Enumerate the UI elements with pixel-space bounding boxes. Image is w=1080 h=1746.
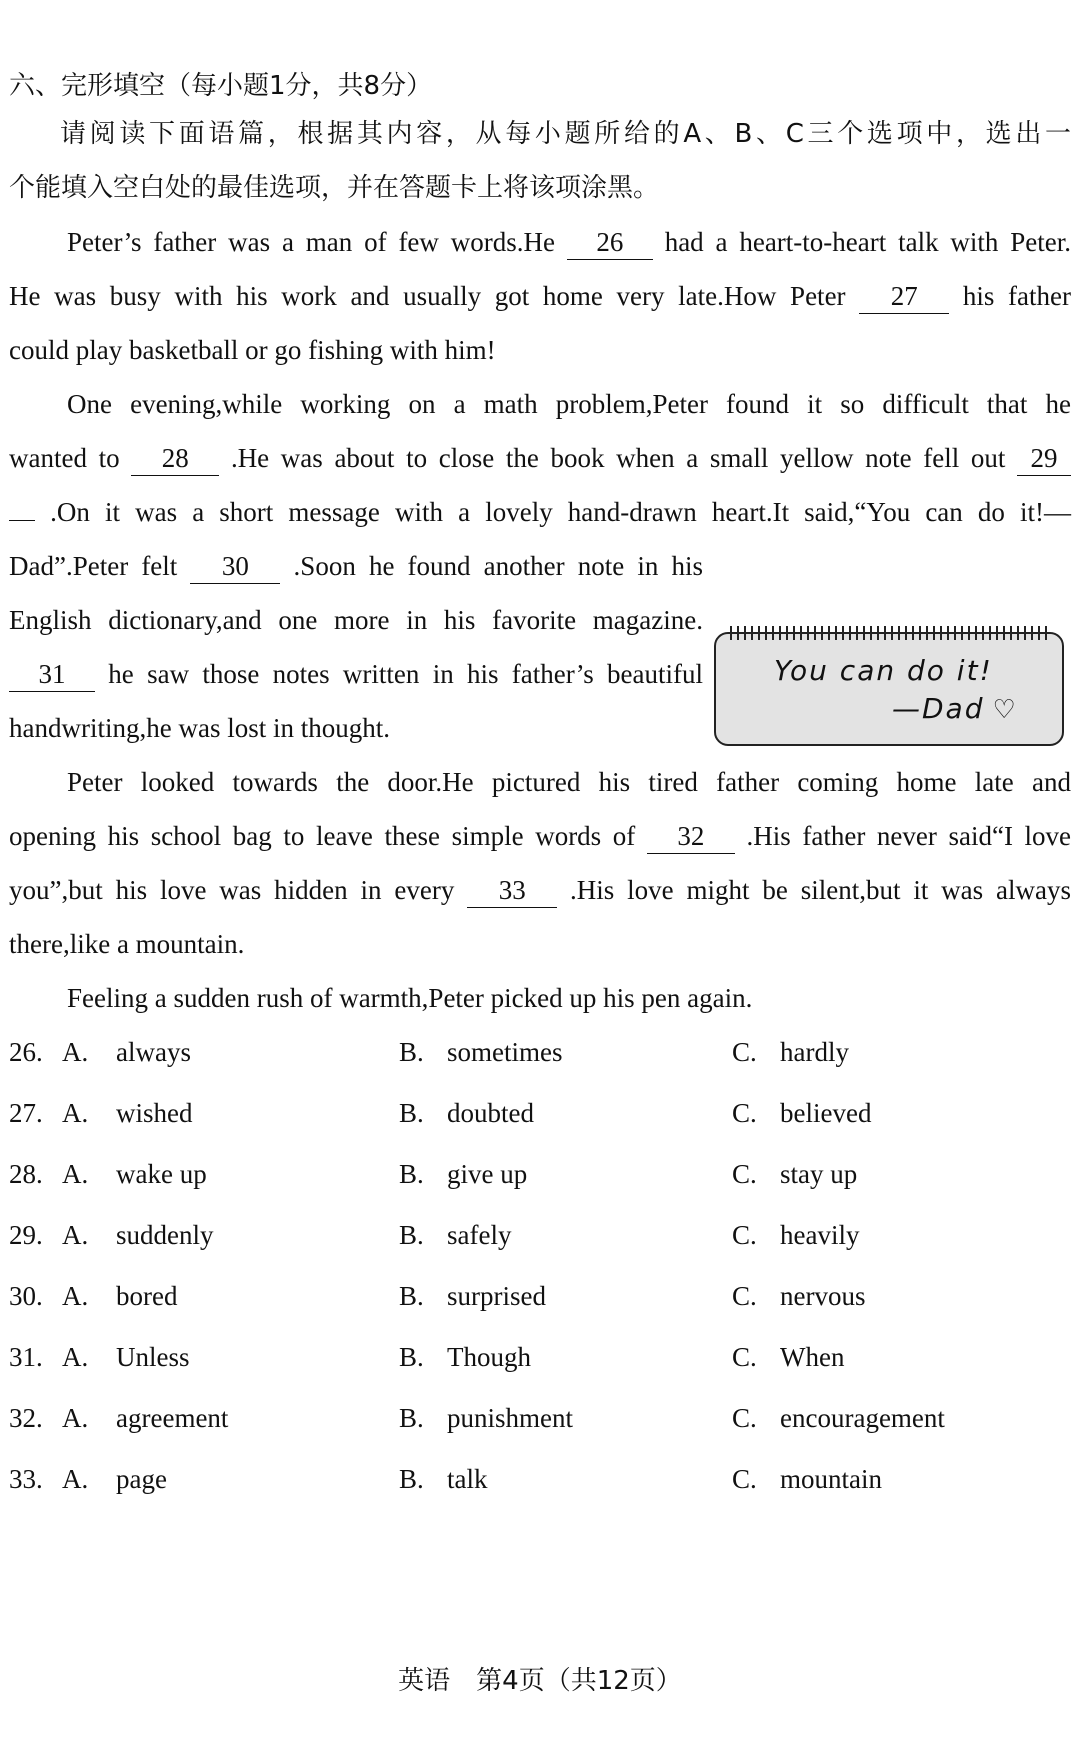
passage-line-7: Dad”.Peter felt 30 .Soon he found another note in his: [9, 546, 703, 586]
option-c-letter: C.: [732, 1281, 757, 1311]
option-a[interactable]: Unless: [116, 1342, 190, 1372]
option-c[interactable]: hardly: [780, 1037, 849, 1067]
question-number: 29.: [9, 1220, 43, 1250]
option-a-letter: A.: [62, 1403, 89, 1433]
notepad-spiral: [730, 626, 1048, 640]
blank-28[interactable]: 28: [131, 441, 219, 476]
option-a-letter: A.: [62, 1037, 89, 1067]
option-b[interactable]: Though: [447, 1342, 531, 1372]
option-c[interactable]: heavily: [780, 1220, 860, 1250]
question-number: 30.: [9, 1281, 43, 1311]
option-b-letter: B.: [399, 1403, 424, 1433]
instruction-line-2: 个能填入空白处的最佳选项，并在答题卡上将该项涂黑。: [9, 173, 660, 203]
option-a-letter: A.: [62, 1220, 89, 1250]
option-c-letter: C.: [732, 1098, 757, 1128]
question-27-options: [9, 1093, 1071, 1133]
blank-30[interactable]: 30: [190, 549, 280, 584]
note-signature: —Dad ♡: [892, 692, 1018, 725]
option-a[interactable]: suddenly: [116, 1220, 214, 1250]
question-28-options: [9, 1154, 1071, 1194]
passage-line-11: Peter looked towards the door.He pictured his tired father coming home late and: [67, 767, 1071, 797]
question-30-options: [9, 1276, 1071, 1316]
option-c[interactable]: When: [780, 1342, 845, 1372]
instruction-line-1: 请阅读下面语篇，根据其内容，从每小题所给的A、B、C三个选项中，选出一: [60, 119, 1071, 149]
question-number: 33.: [9, 1464, 43, 1494]
question-number: 28.: [9, 1159, 43, 1189]
blank-32[interactable]: 32: [647, 819, 735, 854]
blank-29-end[interactable]: [9, 520, 35, 521]
option-c[interactable]: mountain: [780, 1464, 882, 1494]
option-b-letter: B.: [399, 1159, 424, 1189]
passage-line-15: Feeling a sudden rush of warmth,Peter picked up his pen again.: [67, 983, 753, 1013]
question-31-options: [9, 1337, 1071, 1377]
option-c-letter: C.: [732, 1403, 757, 1433]
option-a[interactable]: always: [116, 1037, 191, 1067]
option-c-letter: C.: [732, 1037, 757, 1067]
passage-line-14: there,like a mountain.: [9, 929, 245, 959]
question-26-options: [9, 1032, 1071, 1072]
option-b-letter: B.: [399, 1098, 424, 1128]
option-a-letter: A.: [62, 1159, 89, 1189]
blank-27[interactable]: 27: [859, 279, 949, 314]
option-b-letter: B.: [399, 1220, 424, 1250]
option-a-letter: A.: [62, 1281, 89, 1311]
option-b-letter: B.: [399, 1464, 424, 1494]
passage-line-9: 31 he saw those notes written in his father’s beautiful: [9, 654, 703, 694]
passage-line-2: He was busy with his work and usually got home very late.How Peter 27 his father: [9, 276, 1071, 316]
page-footer: 英语 第4页（共12页）: [398, 1666, 682, 1696]
heart-icon: ♡: [992, 695, 1018, 725]
option-a[interactable]: page: [116, 1464, 167, 1494]
option-b[interactable]: give up: [447, 1159, 528, 1189]
note-message: You can do it!: [774, 654, 993, 687]
question-number: 32.: [9, 1403, 43, 1433]
option-c[interactable]: stay up: [780, 1159, 858, 1189]
option-c[interactable]: believed: [780, 1098, 872, 1128]
passage-line-6: .On it was a short message with a lovely hand-drawn heart.It said,“You can do it!—: [9, 492, 1071, 532]
option-a[interactable]: agreement: [116, 1403, 229, 1433]
option-b[interactable]: doubted: [447, 1098, 534, 1128]
blank-29-start[interactable]: 29: [1017, 441, 1071, 476]
option-b[interactable]: sometimes: [447, 1037, 563, 1067]
blank-26[interactable]: 26: [567, 225, 653, 260]
question-number: 31.: [9, 1342, 43, 1372]
passage-line-10: handwriting,he was lost in thought.: [9, 713, 390, 743]
question-32-options: [9, 1398, 1071, 1438]
option-c-letter: C.: [732, 1159, 757, 1189]
question-33-options: [9, 1459, 1071, 1499]
option-c[interactable]: encouragement: [780, 1403, 945, 1433]
passage-line-5: wanted to 28 .He was about to close the book when a small yellow note fell out 29: [9, 438, 1071, 478]
passage-line-4: One evening,while working on a math problem,Peter found it so difficult that he: [67, 389, 1071, 419]
passage-line-8: English dictionary,and one more in his favorite magazine.: [9, 605, 703, 635]
option-c[interactable]: nervous: [780, 1281, 866, 1311]
option-a-letter: A.: [62, 1464, 89, 1494]
question-number: 27.: [9, 1098, 43, 1128]
option-b-letter: B.: [399, 1342, 424, 1372]
option-b-letter: B.: [399, 1037, 424, 1067]
option-a-letter: A.: [62, 1098, 89, 1128]
option-b[interactable]: safely: [447, 1220, 512, 1250]
passage-line-3: could play basketball or go fishing with him!: [9, 335, 496, 365]
option-b-letter: B.: [399, 1281, 424, 1311]
option-b[interactable]: talk: [447, 1464, 488, 1494]
passage-line-12: opening his school bag to leave these simple words of 32 .His father never said“I love: [9, 816, 1071, 856]
option-a[interactable]: wake up: [116, 1159, 207, 1189]
question-number: 26.: [9, 1037, 43, 1067]
handwritten-note-image: [714, 632, 1064, 746]
option-c-letter: C.: [732, 1464, 757, 1494]
passage-line-1: Peter’s father was a man of few words.He 26 had a heart-to-heart talk with Peter.: [9, 222, 1071, 262]
option-a[interactable]: bored: [116, 1281, 178, 1311]
blank-33[interactable]: 33: [467, 873, 557, 908]
question-29-options: [9, 1215, 1071, 1255]
option-a-letter: A.: [62, 1342, 89, 1372]
option-c-letter: C.: [732, 1342, 757, 1372]
option-b[interactable]: surprised: [447, 1281, 546, 1311]
passage-line-13: you”,but his love was hidden in every 33 .His love might be silent,but it was always: [9, 870, 1071, 910]
section-title: 六、完形填空（每小题1分，共8分）: [9, 71, 433, 101]
option-a[interactable]: wished: [116, 1098, 193, 1128]
option-c-letter: C.: [732, 1220, 757, 1250]
blank-31[interactable]: 31: [9, 657, 95, 692]
option-b[interactable]: punishment: [447, 1403, 573, 1433]
